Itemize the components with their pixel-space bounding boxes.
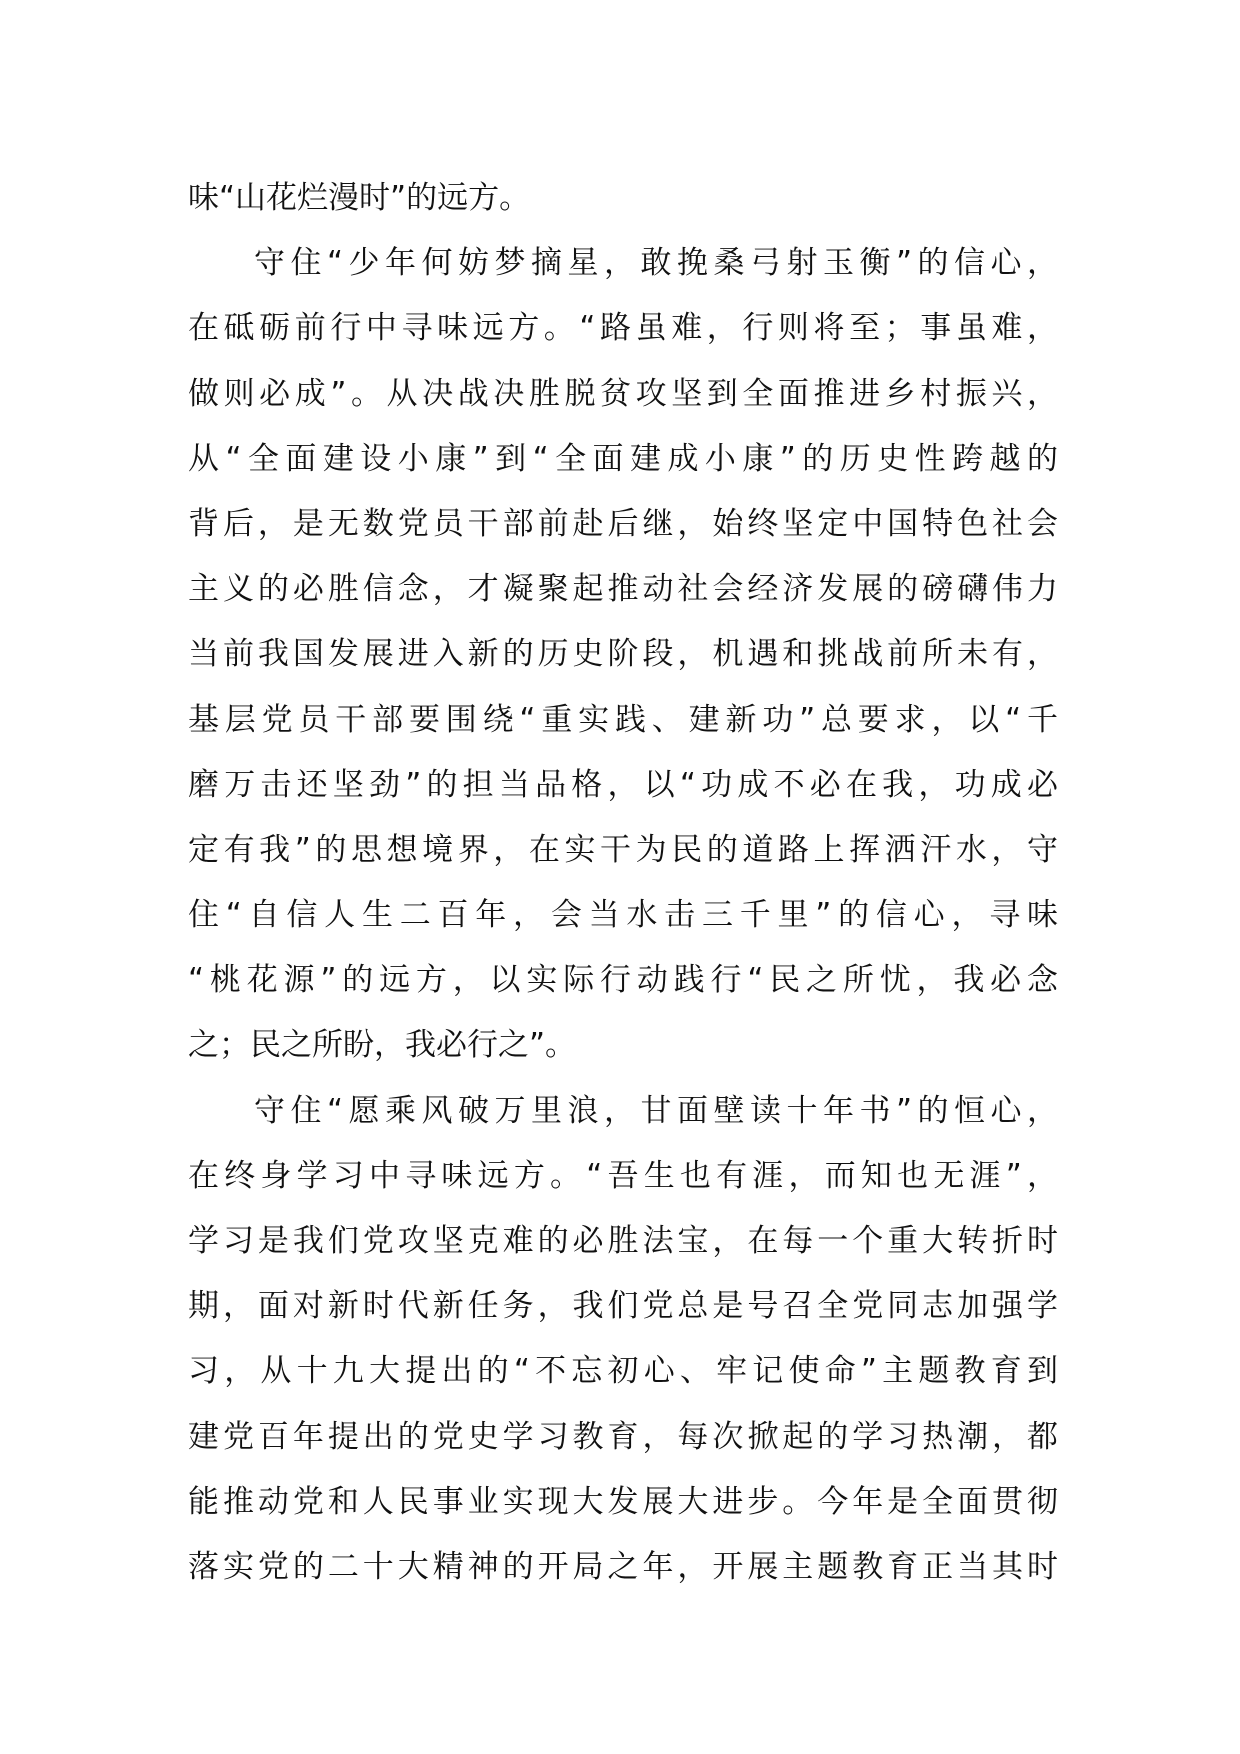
text-line: 基层党员干部要围绕“重实践、建新功”总要求，以“千 — [188, 701, 1058, 738]
text-line: 期，面对新时代新任务，我们党总是号召全党同志加强学 — [188, 1288, 1058, 1325]
body-text — [188, 166, 1058, 1600]
text-line: 能推动党和人民事业实现大发展大进步。今年是全面贯彻 — [188, 1483, 1058, 1520]
text-line: 味“山花烂漫时”的远方。 — [188, 180, 531, 216]
text-line: 在砥砺前行中寻味远方。“路虽难，行则将至；事虽难， — [188, 310, 1058, 347]
text-line: “桃花源”的远方，以实际行动践行“民之所忧，我必念 — [188, 962, 1058, 999]
text-line: 学习是我们党攻坚克难的必胜法宝，在每一个重大转折时 — [188, 1223, 1058, 1259]
text-line: 做则必成”。从决战决胜脱贫攻坚到全面推进乡村振兴， — [188, 375, 1058, 412]
text-line: 在终身学习中寻味远方。“吾生也有涯，而知也无涯”， — [188, 1157, 1058, 1194]
text-line: 磨万击还坚劲”的担当品格，以“功成不必在我，功成必 — [188, 766, 1058, 803]
text-line: 落实党的二十大精神的开局之年，开展主题教育正当其时 — [188, 1548, 1058, 1585]
paragraph-first-line: 守住“少年何妨梦摘星，敢挽桑弓射玉衡”的信心， — [254, 245, 1058, 282]
text-line: 习，从十九大提出的“不忘初心、牢记使命”主题教育到 — [188, 1353, 1058, 1390]
text-line: 主义的必胜信念，才凝聚起推动社会经济发展的磅礴伟力 — [188, 571, 1058, 608]
paragraph-first-line: 守住“愿乘风破万里浪，甘面壁读十年书”的恒心， — [254, 1092, 1058, 1129]
text-line: 建党百年提出的党史学习教育，每次掀起的学习热潮，都 — [188, 1418, 1058, 1455]
text-line: 背后，是无数党员干部前赴后继，始终坚定中国特色社会 — [188, 505, 1058, 542]
text-line: 之；民之所盼，我必行之”。 — [188, 1027, 577, 1064]
text-line: 住“自信人生二百年，会当水击三千里”的信心，寻味 — [188, 897, 1058, 934]
text-line: 从“全面建设小康”到“全面建成小康”的历史性跨越的 — [188, 440, 1058, 477]
text-line: 定有我”的思想境界，在实干为民的道路上挥洒汗水，守 — [188, 831, 1058, 868]
text-line: 当前我国发展进入新的历史阶段，机遇和挑战前所未有， — [188, 636, 1058, 673]
